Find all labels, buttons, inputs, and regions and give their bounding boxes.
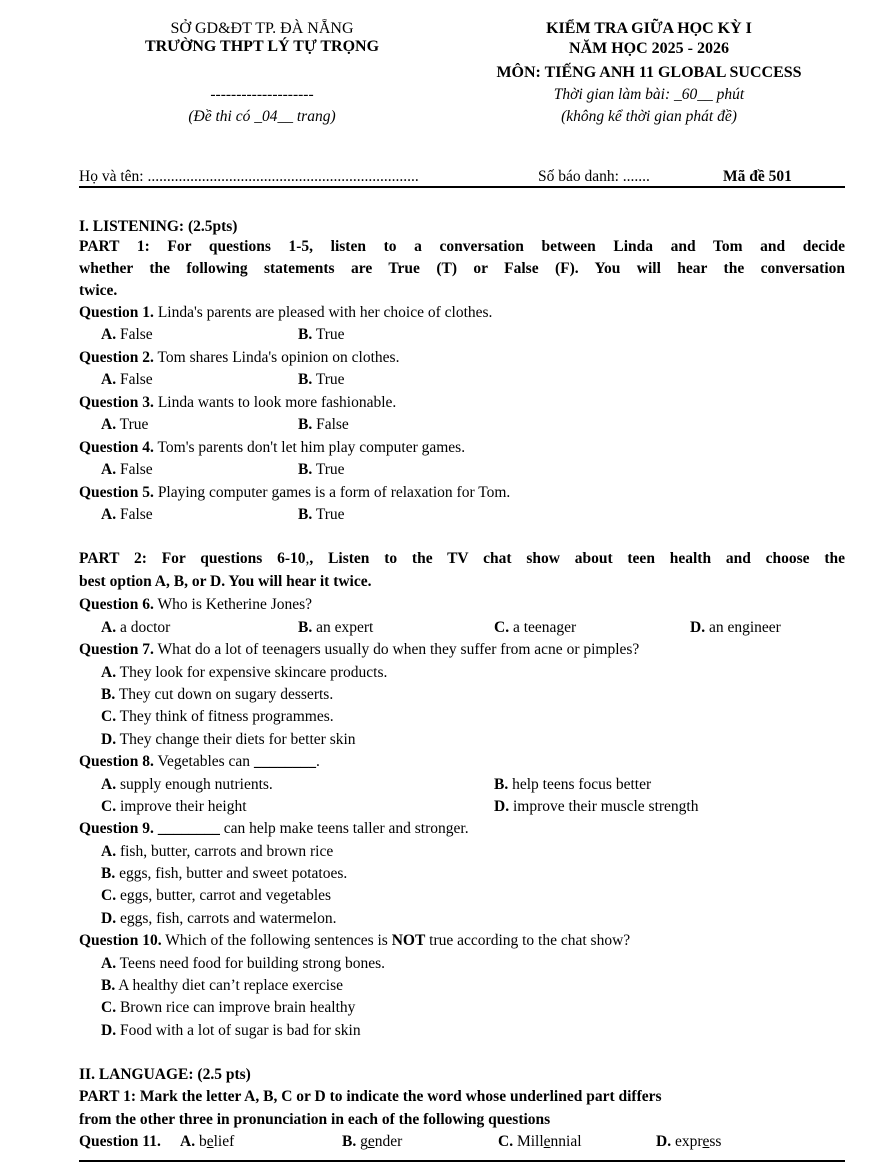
language-part1-instruction-line2: from the other three in pronunciation in each of the following questions (79, 1111, 551, 1128)
question-6: Question 6. Who is Ketherine Jones? (79, 596, 313, 613)
q11-option-d[interactable]: D. express (656, 1133, 722, 1150)
question-8: Question 8. Vegetables can ________. (79, 753, 320, 770)
q6-option-c[interactable]: C. a teenager (494, 619, 577, 636)
q5-option-b[interactable]: B. True (298, 506, 345, 523)
student-id-field: Số báo danh: ....... (538, 168, 650, 185)
q6-option-b[interactable]: B. an expert (298, 619, 374, 636)
question-9: Question 9. ________ can help make teens taller and stronger. (79, 820, 469, 837)
q1-option-b[interactable]: B. True (298, 326, 345, 343)
q8-option-a[interactable]: A. supply enough nutrients. (101, 776, 273, 793)
q4-option-a[interactable]: A. False (101, 461, 153, 478)
footer-divider (79, 1160, 845, 1162)
q9-option-d[interactable]: D. eggs, fish, carrots and watermelon. (101, 910, 337, 927)
page-count: (Đề thi có _04__ trang) (188, 108, 336, 125)
section-listening-title: I. LISTENING: (2.5pts) (79, 218, 238, 235)
q4-option-b[interactable]: B. True (298, 461, 345, 478)
header-divider (79, 186, 845, 188)
q7-option-b[interactable]: B. They cut down on sugary desserts. (101, 686, 334, 703)
exam-code: Mã đề 501 (723, 168, 792, 185)
question-4: Question 4. Tom's parents don't let him play computer games. (79, 439, 466, 456)
q2-option-a[interactable]: A. False (101, 371, 153, 388)
q10-option-a[interactable]: A. Teens need food for building strong bones. (101, 955, 386, 972)
q10-option-d[interactable]: D. Food with a lot of sugar is bad for skin (101, 1022, 361, 1039)
school-name: TRƯỜNG THPT LÝ TỰ TRỌNG (144, 38, 380, 55)
school-year: NĂM HỌC 2025 - 2026 (569, 40, 729, 57)
question-2: Question 2. Tom shares Linda's opinion on clothes. (79, 349, 400, 366)
part1-instruction-line2: whether the following statements are True (T) or False (F). You will hear the conversation (79, 260, 845, 277)
subject: MÔN: TIẾNG ANH 11 GLOBAL SUCCESS (496, 64, 802, 81)
q8-option-c[interactable]: C. improve their height (101, 798, 247, 815)
question-7: Question 7. What do a lot of teenagers usually do when they suffer from acne or pimples? (79, 641, 640, 658)
header-dashes: -------------------- (210, 86, 314, 103)
q10-option-b[interactable]: B. A healthy diet can’t replace exercise (101, 977, 344, 994)
q6-option-a[interactable]: A. a doctor (101, 619, 171, 636)
department-name: SỞ GD&ĐT TP. ĐÀ NẴNG (170, 20, 354, 37)
q11-option-a[interactable]: A. belief (180, 1133, 235, 1150)
q9-option-b[interactable]: B. eggs, fish, butter and sweet potatoes. (101, 865, 348, 882)
part1-instruction-line3: twice. (79, 282, 118, 299)
q7-option-c[interactable]: C. They think of fitness programmes. (101, 708, 334, 725)
question-5: Question 5. Playing computer games is a form of relaxation for Tom. (79, 484, 511, 501)
part1-instruction-line1: PART 1: For questions 1-5, listen to a conversation between Linda and Tom and decide (79, 238, 845, 255)
q6-option-d[interactable]: D. an engineer (690, 619, 781, 636)
q7-option-a[interactable]: A. They look for expensive skincare products. (101, 664, 388, 681)
exam-title: KIỂM TRA GIỮA HỌC KỲ I (546, 20, 752, 37)
part2-instruction-line2: best option A, B, or D. You will hear it twice. (79, 573, 372, 590)
q11-option-c[interactable]: C. Millennial (498, 1133, 582, 1150)
part2-instruction-line1: PART 2: For questions 6-10,, Listen to the TV chat show about teen health and choose the (79, 550, 845, 567)
time-note: (không kể thời gian phát đề) (561, 108, 737, 125)
q3-option-a[interactable]: A. True (101, 416, 149, 433)
q11-option-b[interactable]: B. gender (342, 1133, 403, 1150)
question-3: Question 3. Linda wants to look more fashionable. (79, 394, 397, 411)
q3-option-b[interactable]: B. False (298, 416, 349, 433)
student-name-field: Họ và tên: ...................................................................... (79, 168, 419, 185)
q5-option-a[interactable]: A. False (101, 506, 153, 523)
exam-time: Thời gian làm bài: _60__ phút (553, 86, 745, 103)
q2-option-b[interactable]: B. True (298, 371, 345, 388)
section-language-title: II. LANGUAGE: (2.5 pts) (79, 1066, 251, 1083)
q8-option-b[interactable]: B. help teens focus better (494, 776, 652, 793)
question-11: Question 11. (79, 1133, 161, 1150)
question-1: Question 1. Linda's parents are pleased with her choice of clothes. (79, 304, 493, 321)
q9-option-c[interactable]: C. eggs, butter, carrot and vegetables (101, 887, 332, 904)
q1-option-a[interactable]: A. False (101, 326, 153, 343)
question-10: Question 10. Which of the following sentences is NOT true according to the chat show? (79, 932, 631, 949)
q8-option-d[interactable]: D. improve their muscle strength (494, 798, 699, 815)
q7-option-d[interactable]: D. They change their diets for better skin (101, 731, 356, 748)
q9-option-a[interactable]: A. fish, butter, carrots and brown rice (101, 843, 334, 860)
q10-option-c[interactable]: C. Brown rice can improve brain healthy (101, 999, 356, 1016)
language-part1-instruction-line1: PART 1: Mark the letter A, B, C or D to indicate the word whose underlined part differs (79, 1088, 662, 1105)
